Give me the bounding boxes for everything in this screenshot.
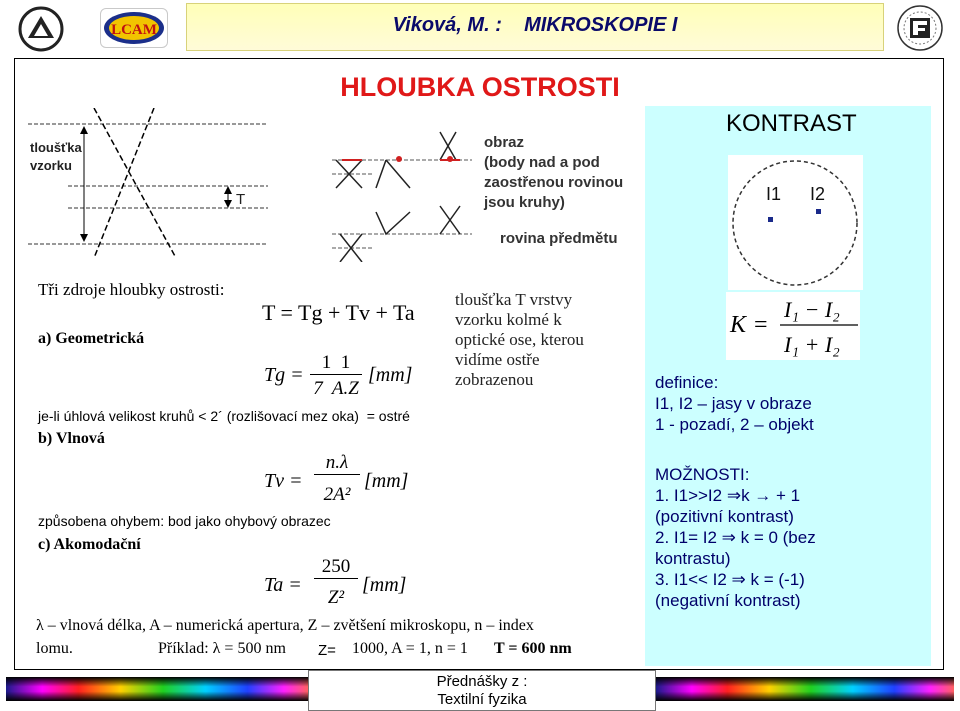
i2-point xyxy=(816,209,821,214)
header-title: Viková, M. : MIKROSKOPIE I xyxy=(392,14,678,36)
ta-formula-lhs: Ta = xyxy=(264,574,302,596)
tv-formula-numerator: n.λ xyxy=(314,452,360,475)
legend-example-result: T = 600 nm xyxy=(494,640,572,657)
svg-text:K: K xyxy=(730,312,747,338)
legend-example: Příklad: λ = 500 nm xyxy=(158,640,286,657)
image-label: obraz (body nad a pod zaostřenou rovinou jsou kruhy) xyxy=(484,134,624,211)
footer-caption xyxy=(308,670,656,711)
lcam-logo xyxy=(100,8,168,48)
footer-line-2: Textilní fyzika xyxy=(437,691,527,708)
svg-text:I₁ − I₂: I₁ − I₂ xyxy=(784,297,840,322)
svg-text:I₁ + I₂: I₁ + I₂ xyxy=(784,332,840,357)
definition-block: definice: I1, I2 – jasy v obraze 1 - pozadí, 2 – objekt xyxy=(655,373,814,434)
thickness-label: tloušťka vzorku xyxy=(30,140,82,173)
wave-caption: způsobena ohybem: bod jako ohybový obrazec xyxy=(38,513,331,529)
ta-formula-denominator: Z² xyxy=(327,587,345,608)
object-plane-label: rovina předmětu xyxy=(500,230,618,247)
footer-rainbow-left xyxy=(6,677,308,701)
sources-heading: Tři zdroje hloubky ostrosti: xyxy=(38,280,225,299)
svg-text:=: = xyxy=(754,312,768,338)
university-logo-icon xyxy=(18,6,64,52)
legend-example-z: Z= xyxy=(318,642,336,659)
geometric-condition: je-li úhlová velikost kruhů < 2´ (rozlišovací mez oka) = ostré xyxy=(38,408,410,424)
geometric-label: a) Geometrická xyxy=(38,330,145,347)
lcam-logo-text: LCAM xyxy=(111,22,157,38)
image-formation-diagram xyxy=(322,122,472,262)
i2-label: I2 xyxy=(810,184,826,204)
contrast-formula xyxy=(726,292,860,360)
i1-label: I1 xyxy=(766,184,782,204)
kontrast-title: KONTRAST xyxy=(726,110,857,137)
tg-formula-denominator: 7 A.Z xyxy=(313,378,359,399)
legend-line-1: λ – vlnová délka, A – numerická apertura, Z – zvětšení mikroskopu, n – index xyxy=(36,617,534,634)
possibilities-block: MOŽNOSTI: 1. I1>>I2 ⇒k → + 1 (pozitivní kontrast) 2. I1= I2 ⇒ k = 0 (bez kontrastu) 3. I1<< I2 ⇒ k = (-1) (negativní kontrast) xyxy=(655,465,816,610)
thickness-note: tloušťka T vrstvy vzorku kolmé k optické ose, kterou vidíme ostře zobrazenou xyxy=(455,290,584,389)
tg-formula-numerator: 1 1 xyxy=(310,352,362,375)
faculty-seal-icon xyxy=(896,4,944,52)
footer-line-1: Přednášky z : xyxy=(436,673,528,690)
tv-formula-lhs: Tv = xyxy=(264,470,303,492)
contrast-circle-diagram xyxy=(728,155,863,290)
total-thickness-formula: T = Tg + Tv + Ta xyxy=(262,300,415,325)
wave-label: b) Vlnová xyxy=(38,430,105,447)
legend-line-2-lomu: lomu. xyxy=(36,640,73,657)
thickness-T-label: T xyxy=(236,191,246,208)
tg-formula-lhs: Tg = xyxy=(264,364,304,386)
ta-formula-unit: [mm] xyxy=(362,574,407,596)
legend-example-values: 1000, A = 1, n = 1 xyxy=(352,640,468,657)
accommodation-label: c) Akomodační xyxy=(38,536,141,553)
ta-formula-numerator: 250 xyxy=(314,556,358,579)
footer-rainbow-right xyxy=(656,677,954,701)
tv-formula-unit: [mm] xyxy=(364,470,409,492)
slide-title: HLOUBKA OSTROSTI xyxy=(340,72,620,102)
i1-point xyxy=(768,217,773,222)
tv-formula-denominator: 2A² xyxy=(323,484,351,505)
thickness-diagram xyxy=(28,108,278,268)
tg-formula-unit: [mm] xyxy=(368,364,413,386)
